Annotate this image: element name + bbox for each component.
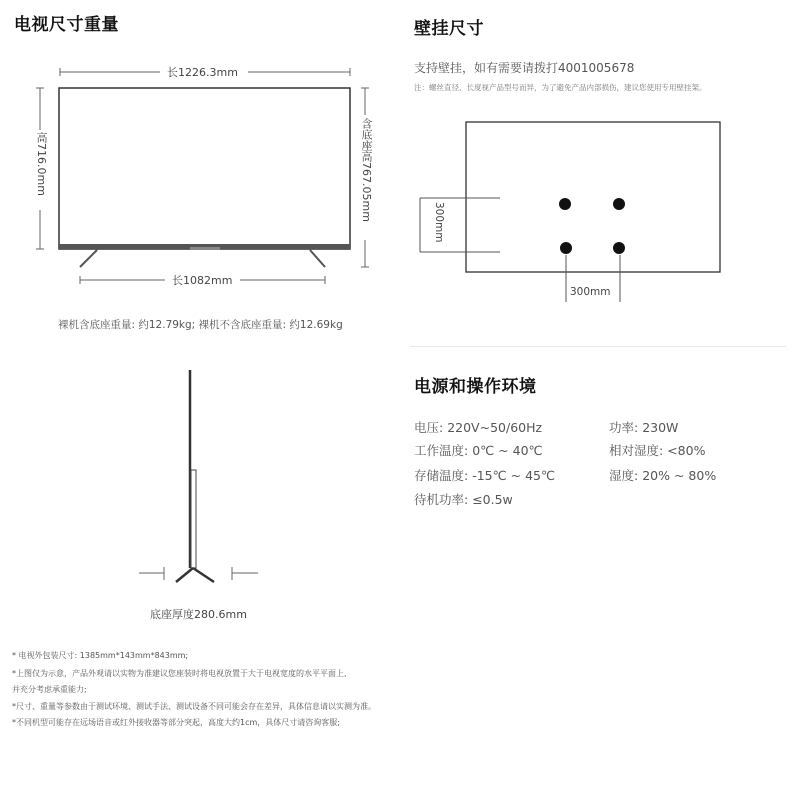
- spec-value: 230W: [642, 420, 679, 435]
- mount-hole: [613, 198, 625, 210]
- spec-label: 湿度:: [609, 468, 639, 483]
- power-section-title: 电源和操作环境: [414, 377, 537, 397]
- wall-mount-note: 注：螺丝直径、长度视产品型号而异，为了避免产品内部损伤，建议您使用专用壁挂架。: [414, 83, 707, 92]
- spec-label: 工作温度:: [414, 443, 469, 458]
- mount-vertical-label: 300mm: [433, 202, 445, 243]
- section-divider: [410, 346, 786, 347]
- footnote-load: 并充分考虑承重能力;: [12, 685, 87, 694]
- spec-relative-humidity: [609, 441, 705, 459]
- footnote-packaging: * 电视外包装尺寸: 1385mm*143mm*843mm;: [12, 651, 189, 660]
- tv-height-label: 高716.0mm: [35, 132, 48, 196]
- spec-humidity: [609, 466, 716, 484]
- footnote-illustration: *上图仅为示意，产品外观请以实物为准建议您座装时将电视放置于大于电视宽度的水平平面上,: [12, 669, 347, 678]
- mount-hole: [613, 242, 625, 254]
- tv-width-label: 长1226.3mm: [167, 66, 238, 79]
- footnote-protrusion: *不同机型可能存在远场语音或红外接收器等部分突起，高度大约1cm，具体尺寸请咨询客服;: [12, 718, 340, 727]
- mount-hole: [560, 242, 572, 254]
- spec-label: 存储温度:: [414, 468, 469, 483]
- spec-value: -15℃ ~ 45℃: [472, 468, 556, 483]
- tv-dimensions-title: 电视尺寸重量: [14, 15, 119, 35]
- tv-weight-text: 裸机含底座重量: 约12.79kg; 裸机不含底座重量: 约12.69kg: [58, 319, 343, 331]
- tv-height-with-base-label: 含底座高767.05mm: [360, 118, 373, 222]
- wall-mount-panel: [466, 122, 720, 272]
- spec-label: 待机功率:: [414, 492, 469, 507]
- spec-label: 功率:: [609, 420, 639, 435]
- spec-label: 电压:: [414, 420, 444, 435]
- spec-voltage: [414, 418, 542, 436]
- mount-hole: [559, 198, 571, 210]
- spec-power: [609, 418, 678, 436]
- spec-value: 220V~50/60Hz: [447, 420, 543, 435]
- wall-mount-title: 壁挂尺寸: [414, 19, 484, 39]
- spec-value: 0℃ ~ 40℃: [472, 443, 543, 458]
- spec-label: 相对湿度:: [609, 443, 664, 458]
- spec-value: <80%: [667, 443, 706, 458]
- tv-base-depth-label: 底座厚度280.6mm: [150, 608, 247, 621]
- footnote-measurement: *尺寸、重量等参数由于测试环境、测试手法、测试设备不同可能会存在差异，具体信息请以实测为准。: [12, 702, 376, 711]
- tv-side-profile: [176, 370, 214, 582]
- tv-base-span-label: 长1082mm: [172, 274, 233, 287]
- spec-value: 20% ~ 80%: [642, 468, 717, 483]
- spec-standby-power: [414, 490, 513, 508]
- spec-value: ≤0.5w: [472, 492, 513, 507]
- tv-front-outline: [59, 88, 350, 249]
- wall-mount-subtitle: 支持壁挂，如有需要请拨打4001005678: [414, 61, 635, 75]
- spec-storage-temp: [414, 466, 555, 484]
- spec-operating-temp: [414, 441, 543, 459]
- mount-horizontal-label: 300mm: [570, 286, 611, 298]
